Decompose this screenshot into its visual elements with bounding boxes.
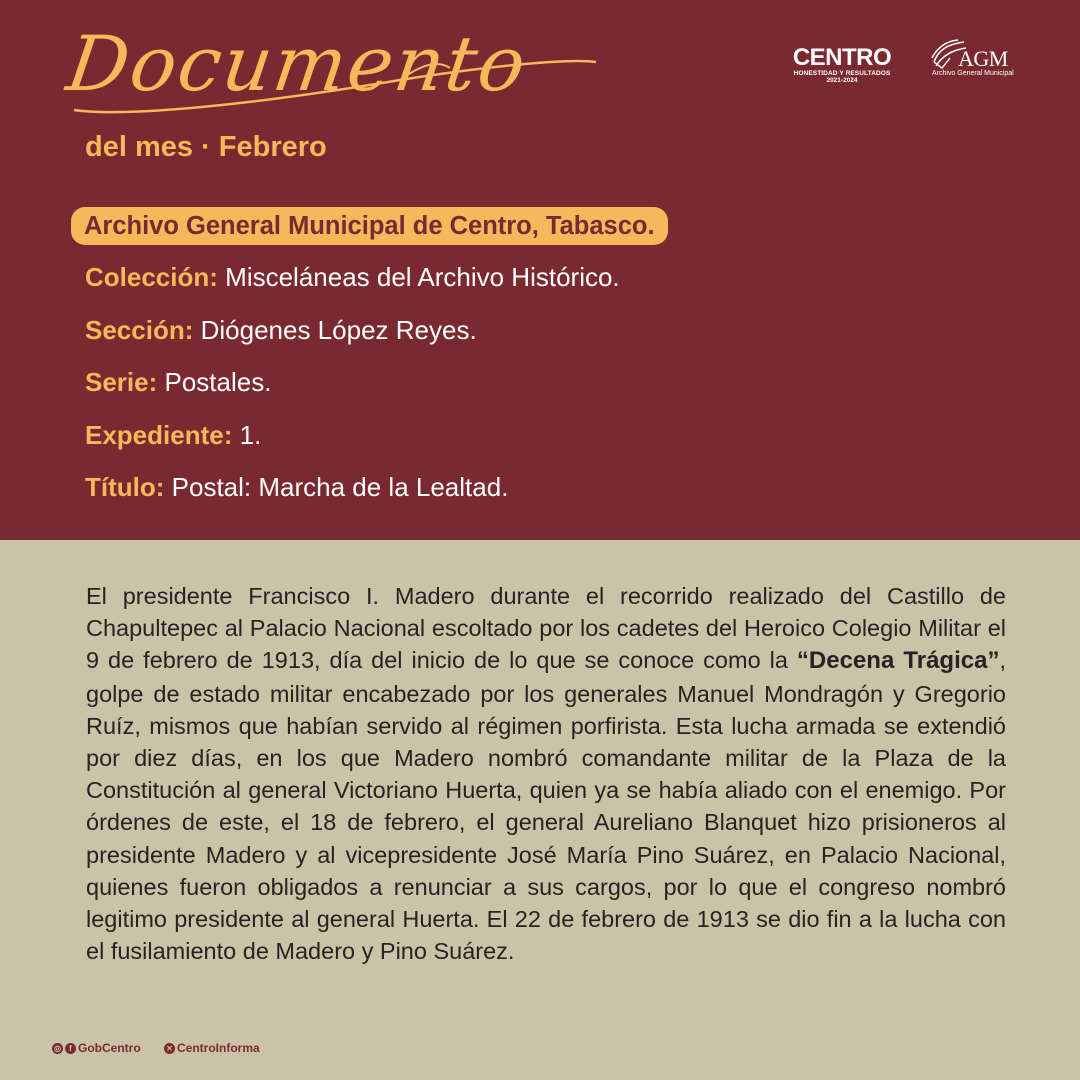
social-handle: CentroInforma xyxy=(177,1041,260,1055)
description-highlight: “Decena Trágica” xyxy=(796,647,1000,675)
centro-logo-years: 2021-2024 xyxy=(826,77,858,84)
field-value: Misceláneas del Archivo Histórico. xyxy=(225,262,620,292)
page-title: Documento xyxy=(61,19,533,108)
centro-logo-slogan: HONESTIDAD Y RESULTADOS xyxy=(793,70,891,77)
field-label: Título: xyxy=(85,472,165,502)
field-label: Serie: xyxy=(85,367,158,397)
description-text xyxy=(86,580,1006,967)
agm-logo-name: AGM xyxy=(958,46,1008,71)
field-value: Postal: Marcha de la Lealtad. xyxy=(171,472,509,502)
field-coleccion xyxy=(85,262,620,292)
field-titulo xyxy=(85,472,508,502)
agm-logo-subtitle: Archivo General Municipal xyxy=(932,70,1014,77)
field-value: Diógenes López Reyes. xyxy=(200,315,477,345)
field-expediente xyxy=(85,420,261,450)
page-subtitle: del mes · Febrero xyxy=(85,131,327,163)
description-part2: , golpe de estado militar encabezado por los generales Manuel Mondragón y Gregorio Ruíz, mismos que habían servido al régimen porfirista. Esta lucha armada se extendió por diez días, en los que Madero nombró comandante militar de la Plaza de la Constitución al general Victoriano Huerta, quien ya se había aliado con el enemigo. Por órdenes de este, el 18 de febrero, el general Aureliano Blanquet hizo prisioneros al presidente Madero y al vicepresidente José María Pino Suárez, en Palacio Nacional, quienes fueron obligados a renunciar a sus cargos, por lo que el congreso nombró legitimo presidente al general Huerta. El 22 de febrero de 1913 se dio fin a la lucha con el fusilamiento de Madero y Pino Suárez. xyxy=(86,647,1006,965)
field-value: 1. xyxy=(239,420,262,450)
x-icon: ✕ xyxy=(164,1043,175,1054)
social-handle: GobCentro xyxy=(78,1041,141,1055)
centro-logo-name: CENTRO xyxy=(792,44,892,71)
social-centroinforma[interactable] xyxy=(164,1041,260,1055)
field-label: Colección: xyxy=(85,262,218,292)
field-value: Postales. xyxy=(164,367,272,397)
institution-badge: Archivo General Municipal de Centro, Tabasco. xyxy=(71,207,668,245)
field-serie xyxy=(85,367,271,397)
centro-logo xyxy=(786,46,898,85)
description-part1: El presidente Francisco I. Madero durante el recorrido realizado del Castillo de Chapultepec al Palacio Nacional escoltado por los cadetes del Heroico Colegio Militar el 9 de febrero de 1913, día del inicio de lo que se conoce como la xyxy=(86,583,1006,674)
field-label: Expediente: xyxy=(85,420,233,450)
instagram-icon: ◎ xyxy=(52,1043,63,1054)
social-gobcentro[interactable] xyxy=(52,1041,141,1055)
field-seccion xyxy=(85,315,477,345)
field-label: Sección: xyxy=(85,315,194,345)
facebook-icon: f xyxy=(65,1043,76,1054)
